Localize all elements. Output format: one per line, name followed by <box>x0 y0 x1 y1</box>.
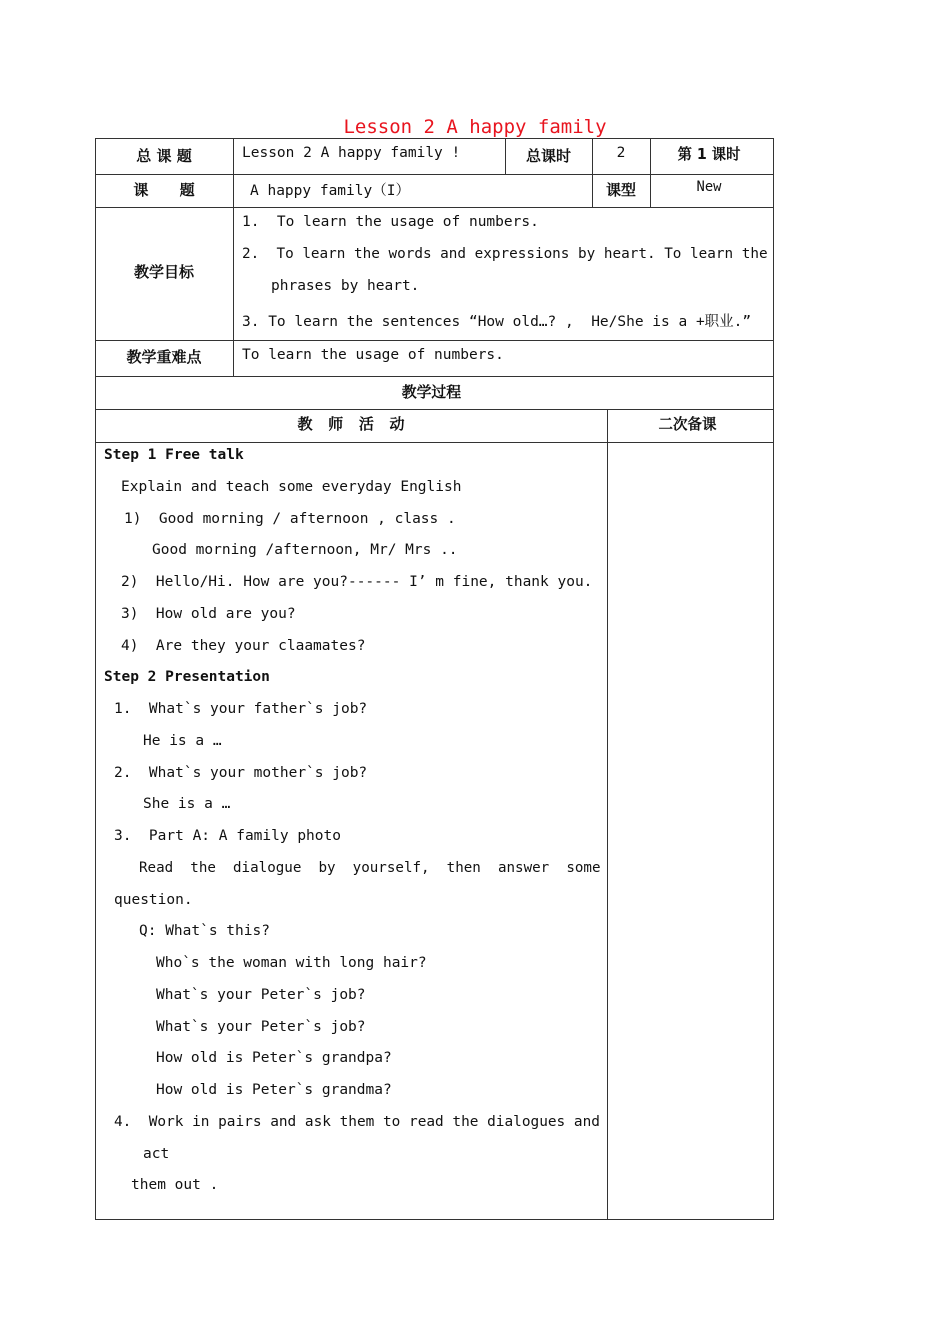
content-line: 1. What`s your father`s job? <box>114 701 368 717</box>
total-periods-label: 总课时 <box>525 147 571 165</box>
content-line: Read the dialogue by yourself, then answer some <box>139 860 601 876</box>
document-title: Lesson 2 A happy family <box>343 116 607 138</box>
content-line: 4. Work in pairs and ask them to read the dialogues and <box>114 1114 600 1130</box>
content-line: She is a … <box>143 796 231 812</box>
content-line: 1) Good morning / afternoon , class . <box>124 511 456 527</box>
objectives-label: 教学目标 <box>133 263 194 281</box>
content-line: Q: What`s this? <box>139 923 270 939</box>
row-divider <box>95 207 774 208</box>
step-heading: Step 1 Free talk <box>104 447 244 463</box>
lesson-type-label: 课型 <box>605 181 636 199</box>
period-label: 第 1 课时 <box>677 145 741 163</box>
key-points-label: 教学重难点 <box>126 348 202 366</box>
col-divider <box>607 409 608 1220</box>
process-label: 教学过程 <box>401 383 462 401</box>
key-points-value: To learn the usage of numbers. <box>242 347 504 363</box>
row-divider <box>95 340 774 341</box>
topic-label: 总 课 题 <box>136 147 192 165</box>
row-divider <box>95 442 774 443</box>
subject-value: A happy family（I） <box>250 183 410 199</box>
row-divider <box>95 174 774 175</box>
content-line: act <box>143 1146 170 1162</box>
content-line: What`s your Peter`s job? <box>156 1019 366 1035</box>
objective-item: 1. To learn the usage of numbers. <box>242 214 539 230</box>
objective-item: 3. To learn the sentences “How old…? , He/She is a +职业.” <box>242 314 752 330</box>
row-divider <box>95 409 774 410</box>
content-line: 2) Hello/Hi. How are you?------ I’ m fine, thank you. <box>121 574 593 590</box>
subject-label: 课 题 <box>133 181 195 199</box>
row-divider <box>95 376 774 377</box>
content-line: What`s your Peter`s job? <box>156 987 366 1003</box>
col-divider <box>233 138 234 377</box>
content-line: 3) How old are you? <box>121 606 296 622</box>
content-line: 4) Are they your claamates? <box>121 638 366 654</box>
content-line: Who`s the woman with long hair? <box>156 955 427 971</box>
content-line: 2. What`s your mother`s job? <box>114 765 368 781</box>
content-line: Explain and teach some everyday English <box>121 479 462 495</box>
total-periods-value: 2 <box>616 145 626 161</box>
content-line: How old is Peter`s grandma? <box>156 1082 392 1098</box>
step-heading: Step 2 Presentation <box>104 669 270 685</box>
lesson-type-value: New <box>696 179 722 195</box>
second-prep-label: 二次备课 <box>658 415 717 433</box>
topic-value: Lesson 2 A happy family ! <box>242 145 461 161</box>
content-line: 3. Part A: A family photo <box>114 828 341 844</box>
objective-item: phrases by heart. <box>271 278 420 294</box>
content-line: question. <box>114 892 193 908</box>
content-line: Good morning /afternoon, Mr/ Mrs .. <box>152 542 458 558</box>
objective-item: 2. To learn the words and expressions by heart. To learn the <box>242 246 768 262</box>
content-line: How old is Peter`s grandpa? <box>156 1050 392 1066</box>
teacher-activity-label: 教 师 活 动 <box>297 415 405 433</box>
content-line: He is a … <box>143 733 222 749</box>
content-line: them out . <box>131 1177 219 1193</box>
